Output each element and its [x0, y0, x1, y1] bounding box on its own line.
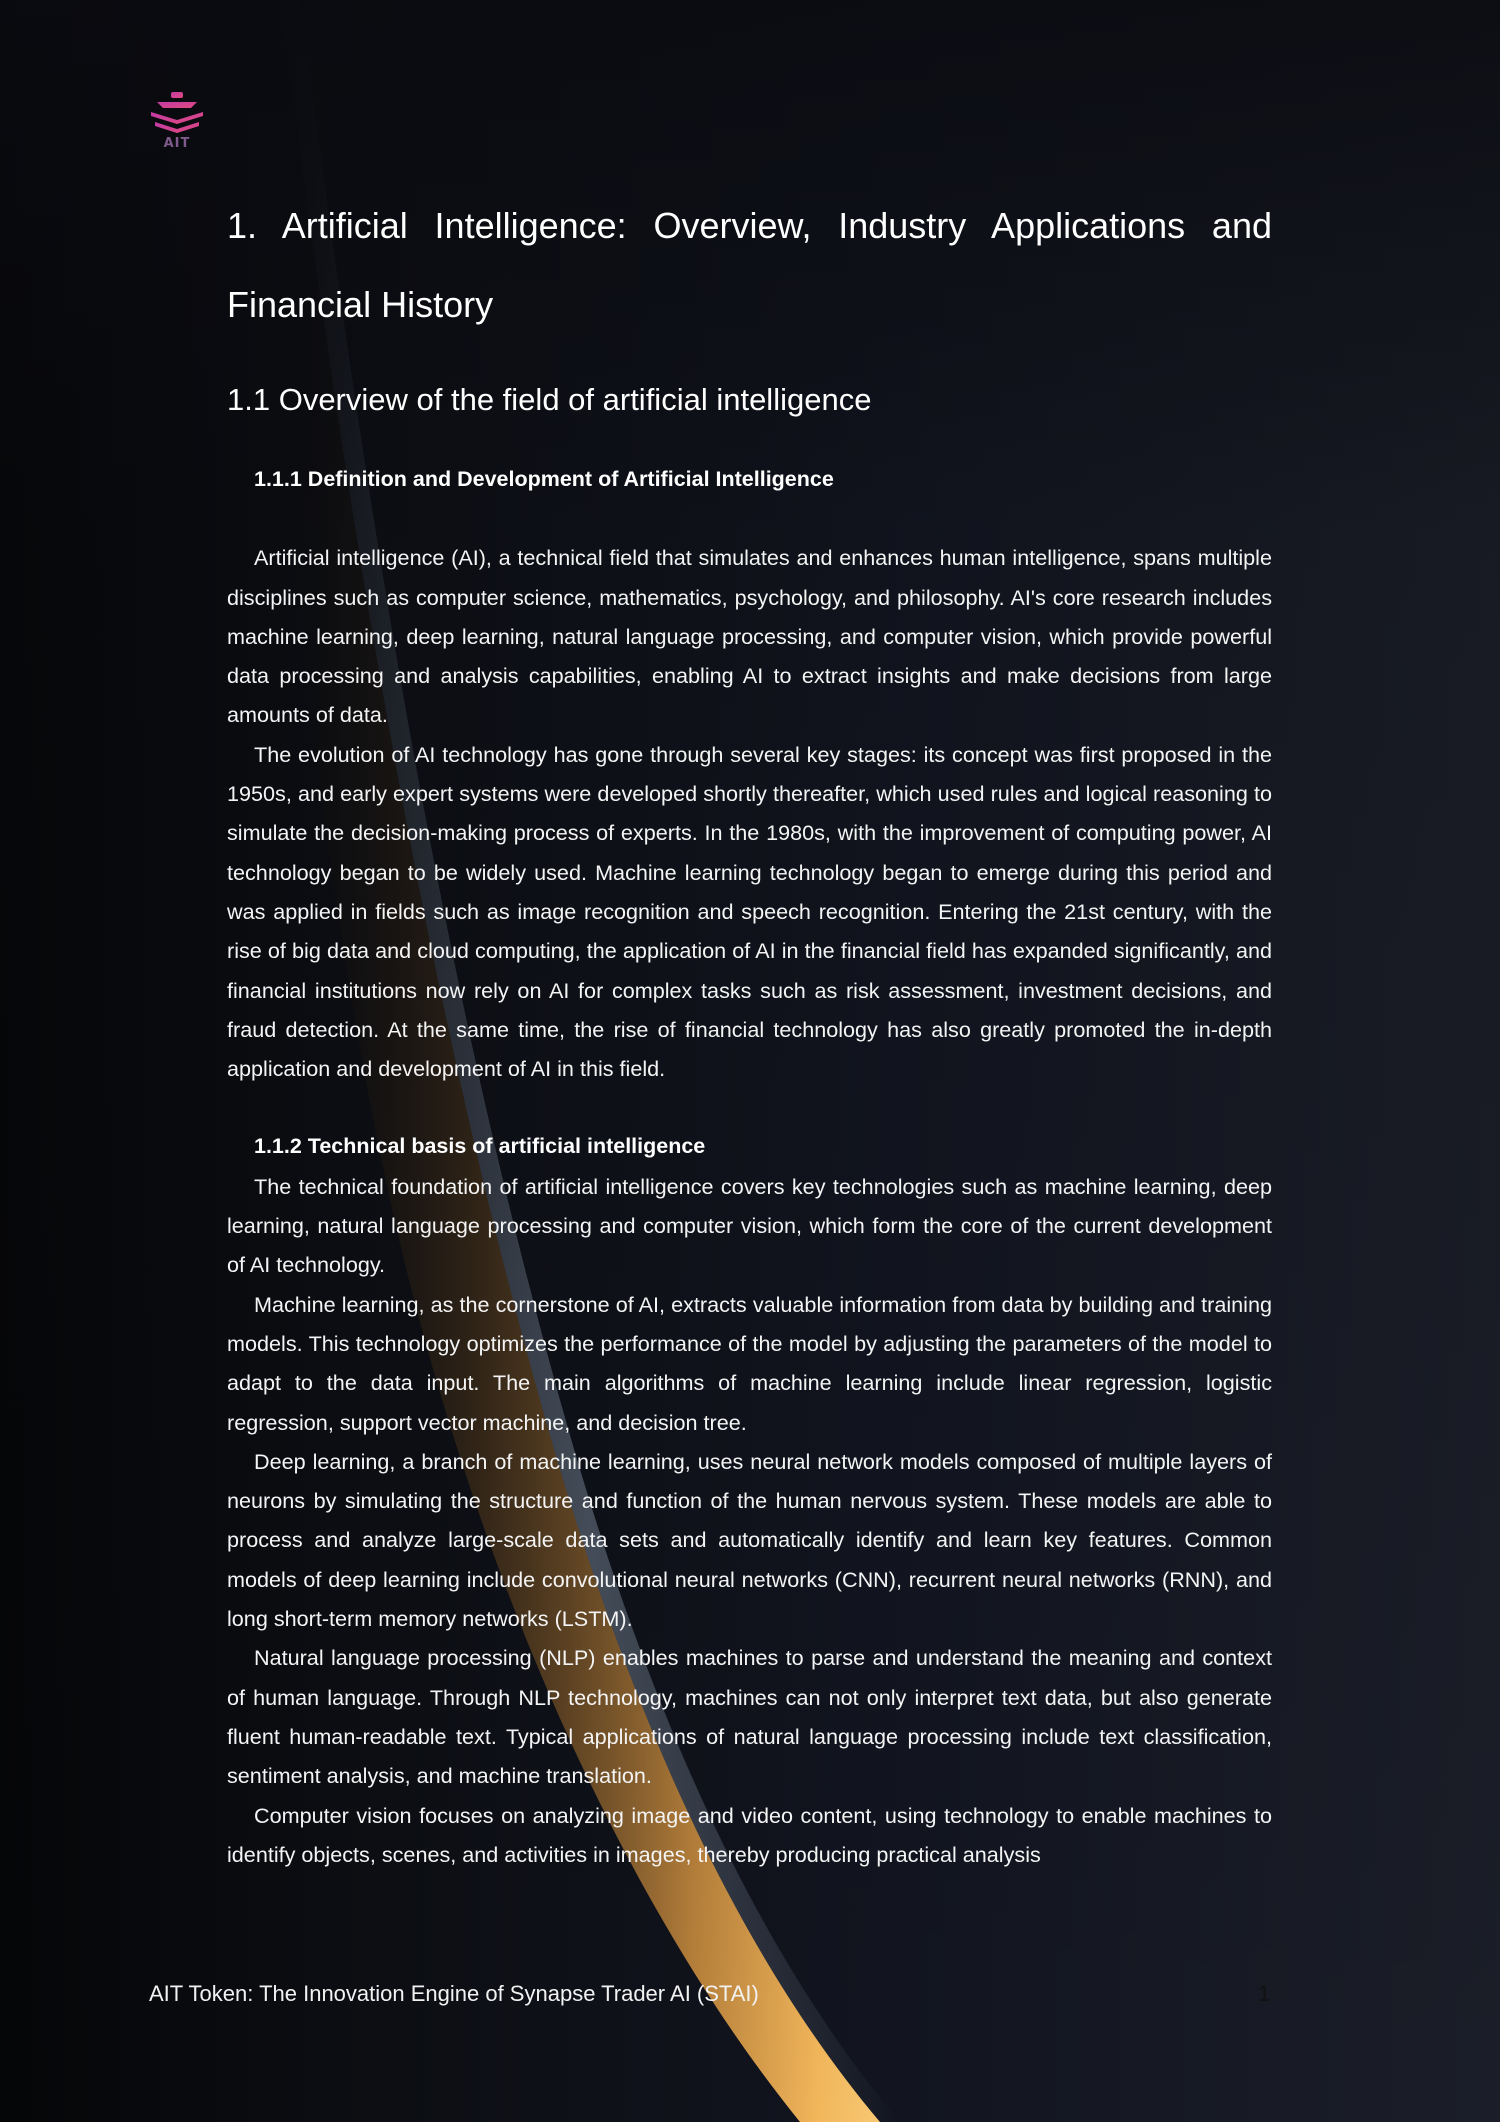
subsection-heading: 1.1.1 Definition and Development of Artificial Intelligence	[254, 467, 834, 491]
paragraph: Deep learning, a branch of machine learning, uses neural network models composed of multiple layers of neurons by simulating the structure and function of the human nervous system. These models are able to process and analyze large-scale data sets and automatically identify and learn key features. Common models of deep learning include convolutional neural networks (CNN), recurrent neural networks (RNN), and long short-term memory networks (LSTM).	[227, 1448, 1272, 1632]
paragraph: Natural language processing (NLP) enables machines to parse and understand the meaning and context of human language. Through NLP technology, machines can not only interpret text data, but also generate fluent human-readable text. Typical applications of natural language processing include text classification, sentiment analysis, and machine translation.	[227, 1645, 1272, 1789]
footer-text: AIT Token: The Innovation Engine of Synapse Trader AI (STAI)	[149, 1981, 759, 2006]
page-number: 1	[1258, 1981, 1271, 2006]
main-content	[227, 186, 1272, 1874]
paragraph: Machine learning, as the cornerstone of AI, extracts valuable information from data by building and training models. This technology optimizes the performance of the model by adjusting the parameters of the model to adapt to the data input. The main algorithms of machine learning include linear regression, logistic regression, support vector machine, and decision tree.	[227, 1291, 1272, 1435]
logo-text: AIT	[163, 136, 191, 151]
pagoda-logo-icon	[145, 90, 209, 134]
paragraph: Artificial intelligence (AI), a technical field that simulates and enhances human intelligence, spans multiple disciplines such as computer science, mathematics, psychology, and philosophy. AI's core research includes machine learning, deep learning, natural language processing, and computer vision, which provide powerful data processing and analysis capabilities, enabling AI to extract insights and make decisions from large amounts of data.	[227, 545, 1272, 728]
ait-logo	[145, 90, 209, 154]
paragraph: Computer vision focuses on analyzing image and video content, using technology to enable machines to identify objects, scenes, and activities in images, thereby producing practical analysis	[227, 1802, 1272, 1867]
section-heading: 1.1 Overview of the field of artificial intelligence	[227, 382, 872, 417]
subsection-heading: 1.1.2 Technical basis of artificial intelligence	[254, 1134, 706, 1159]
paragraph: The technical foundation of artificial intelligence covers key technologies such as machine learning, deep learning, natural language processing and computer vision, which form the core of the current development of AI technology.	[227, 1173, 1272, 1278]
document-title: 1. Artificial Intelligence: Overview, Industry Applications and Financial History	[227, 205, 1272, 325]
paragraph: The evolution of AI technology has gone through several key stages: its concept was first proposed in the 1950s, and early expert systems were developed shortly thereafter, which used rules and logical reasoning to simulate the decision-making process of experts. In the 1980s, with the improvement of computing power, AI technology began to be widely used. Machine learning technology began to emerge during this period and was applied in fields such as image recognition and speech recognition. Entering the 21st century, with the rise of big data and cloud computing, the application of AI in the financial field has expanded significantly, and financial institutions now rely on AI for complex tasks such as risk assessment, investment decisions, and fraud detection. At the same time, the rise of financial technology has also greatly promoted the in-depth application and development of AI in this field.	[227, 741, 1272, 1082]
